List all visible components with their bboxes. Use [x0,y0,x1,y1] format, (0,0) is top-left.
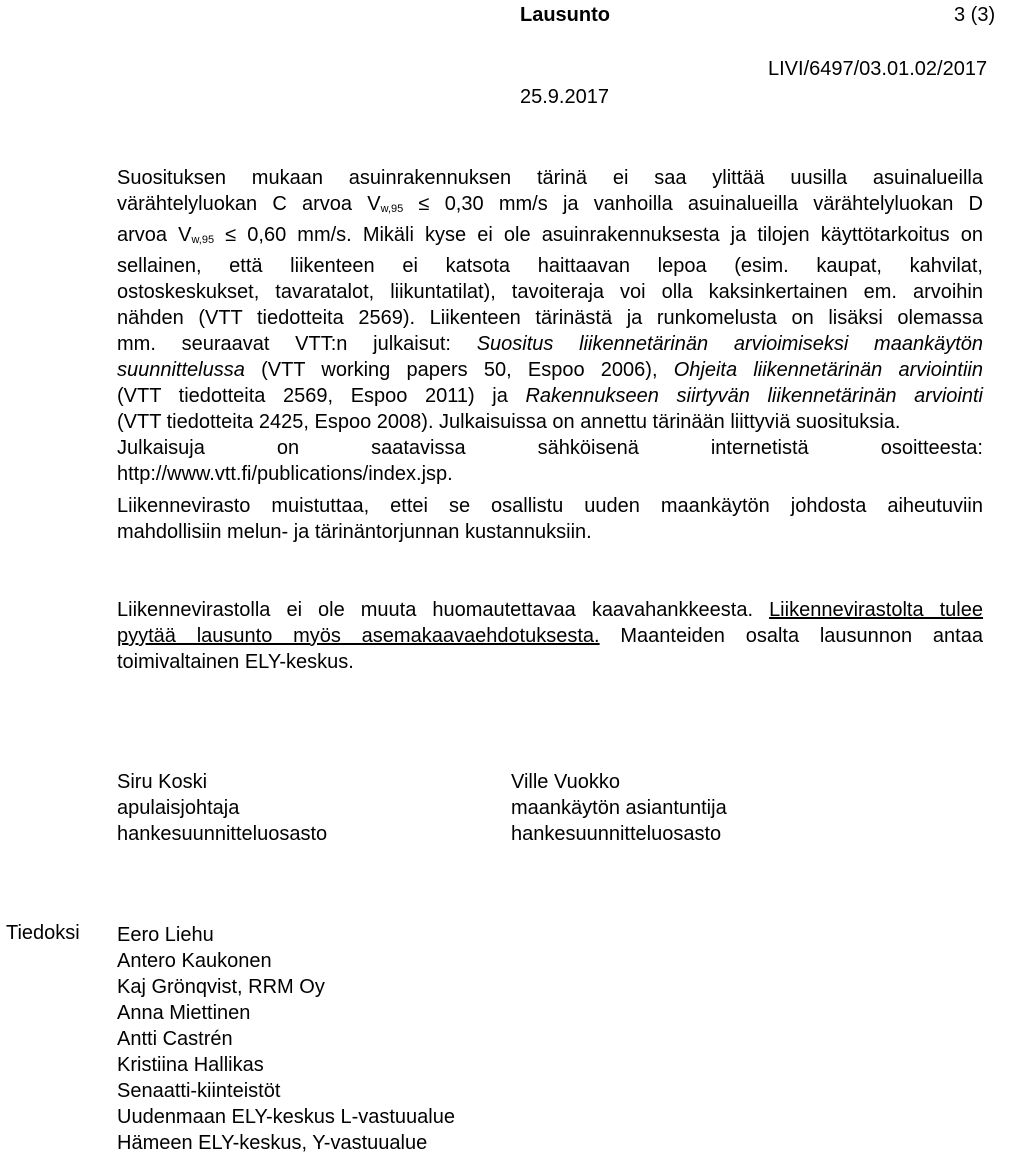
text-line: (VTT tiedotteita 2425, Espoo 2008). Julkaisuissa on annettu tärinään liittyviä suosituksia. [117,411,901,433]
document-date: 25.9.2017 [520,86,609,108]
text-line: nähden (VTT tiedotteita 2569). Liikenteen tärinästä ja runkomelusta on lisäksi olemassa [117,307,983,329]
list-item: Antti Castrén [117,1028,233,1050]
list-item: Kristiina Hallikas [117,1054,264,1076]
text-line: Suosituksen mukaan asuinrakennuksen tärinä ei saa ylittää uusilla asuinalueilla [117,167,983,189]
text-line: suunnittelussa (VTT working papers 50, Espoo 2006), Ohjeita liikennetärinän arviointiin [117,359,983,381]
list-item: Senaatti-kiinteistöt [117,1080,281,1102]
text-line: värähtelyluokan C arvoa Vw,95 ≤ 0,30 mm/s ja vanhoilla asuinalueilla värähtelyluokan D [117,193,984,215]
signatory-name: Ville Vuokko [511,771,620,793]
signatory-title: apulaisjohtaja [117,797,240,819]
signatory-1 [117,769,327,847]
distribution-label: Tiedoksi [6,922,80,944]
text-line: toimivaltainen ELY-keskus. [117,651,354,673]
page-number: 3 (3) [954,4,996,26]
text-line: Liikennevirastolla ei ole muuta huomautettavaa kaavahankkeesta. Liikennevirastolta tulee [117,599,983,621]
paragraph-cost-notice [117,493,983,545]
text-line: (VTT tiedotteita 2569, Espoo 2011) ja Rakennukseen siirtyvän liikennetärinän arviointi [117,385,983,407]
text-line: ostoskeskukset, tavaratalot, liikuntatilat), tavoiteraja voi olla kaksinkertainen em. arvoihin [117,281,983,303]
text-line: pyytää lausunto myös asemakaavaehdotuksesta. Maanteiden osalta lausunnon antaa [117,625,983,647]
signatory-2 [511,769,727,847]
list-item: Anna Miettinen [117,1002,251,1024]
list-item: Kaj Grönqvist, RRM Oy [117,976,325,998]
signatory-title: maankäytön asiantuntija [511,797,727,819]
list-item: Uudenmaan ELY-keskus L-vastuualue [117,1106,455,1128]
text-line: Julkaisuja on saatavissa sähköisenä internetistä osoitteesta: [117,437,983,459]
paragraph-conclusion [117,597,983,675]
signatory-unit: hankesuunnitteluosasto [117,823,328,845]
text-line: mahdollisiin melun- ja tärinäntorjunnan kustannuksiin. [117,521,592,543]
text-line: Liikennevirasto muistuttaa, ettei se osallistu uuden maankäytön johdosta aiheutuviin [117,495,983,517]
list-item: Eero Liehu [117,924,214,946]
signatory-unit: hankesuunnitteluosasto [511,823,722,845]
text-line: mm. seuraavat VTT:n julkaisut: Suositus liikennetärinän arvioimiseksi maankäytön [117,333,984,355]
signatory-name: Siru Koski [117,771,208,793]
text-line: arvoa Vw,95 ≤ 0,60 mm/s. Mikäli kyse ei ole asuinrakennuksesta ja tilojen käyttötarkoitus on [117,224,983,246]
list-item: Hämeen ELY-keskus, Y-vastuualue [117,1132,428,1154]
text-line: sellainen, että liikenteen ei katsota haittaavan lepoa (esim. kaupat, kahvilat, [117,255,983,277]
publications-link[interactable]: http://www.vtt.fi/publications/index.jsp. [117,463,453,485]
paragraph-vibration-recommendation [117,165,983,487]
distribution-list [117,922,455,1156]
reference-number: LIVI/6497/03.01.02/2017 [768,58,988,80]
list-item: Antero Kaukonen [117,950,272,972]
document-type: Lausunto [520,4,610,26]
